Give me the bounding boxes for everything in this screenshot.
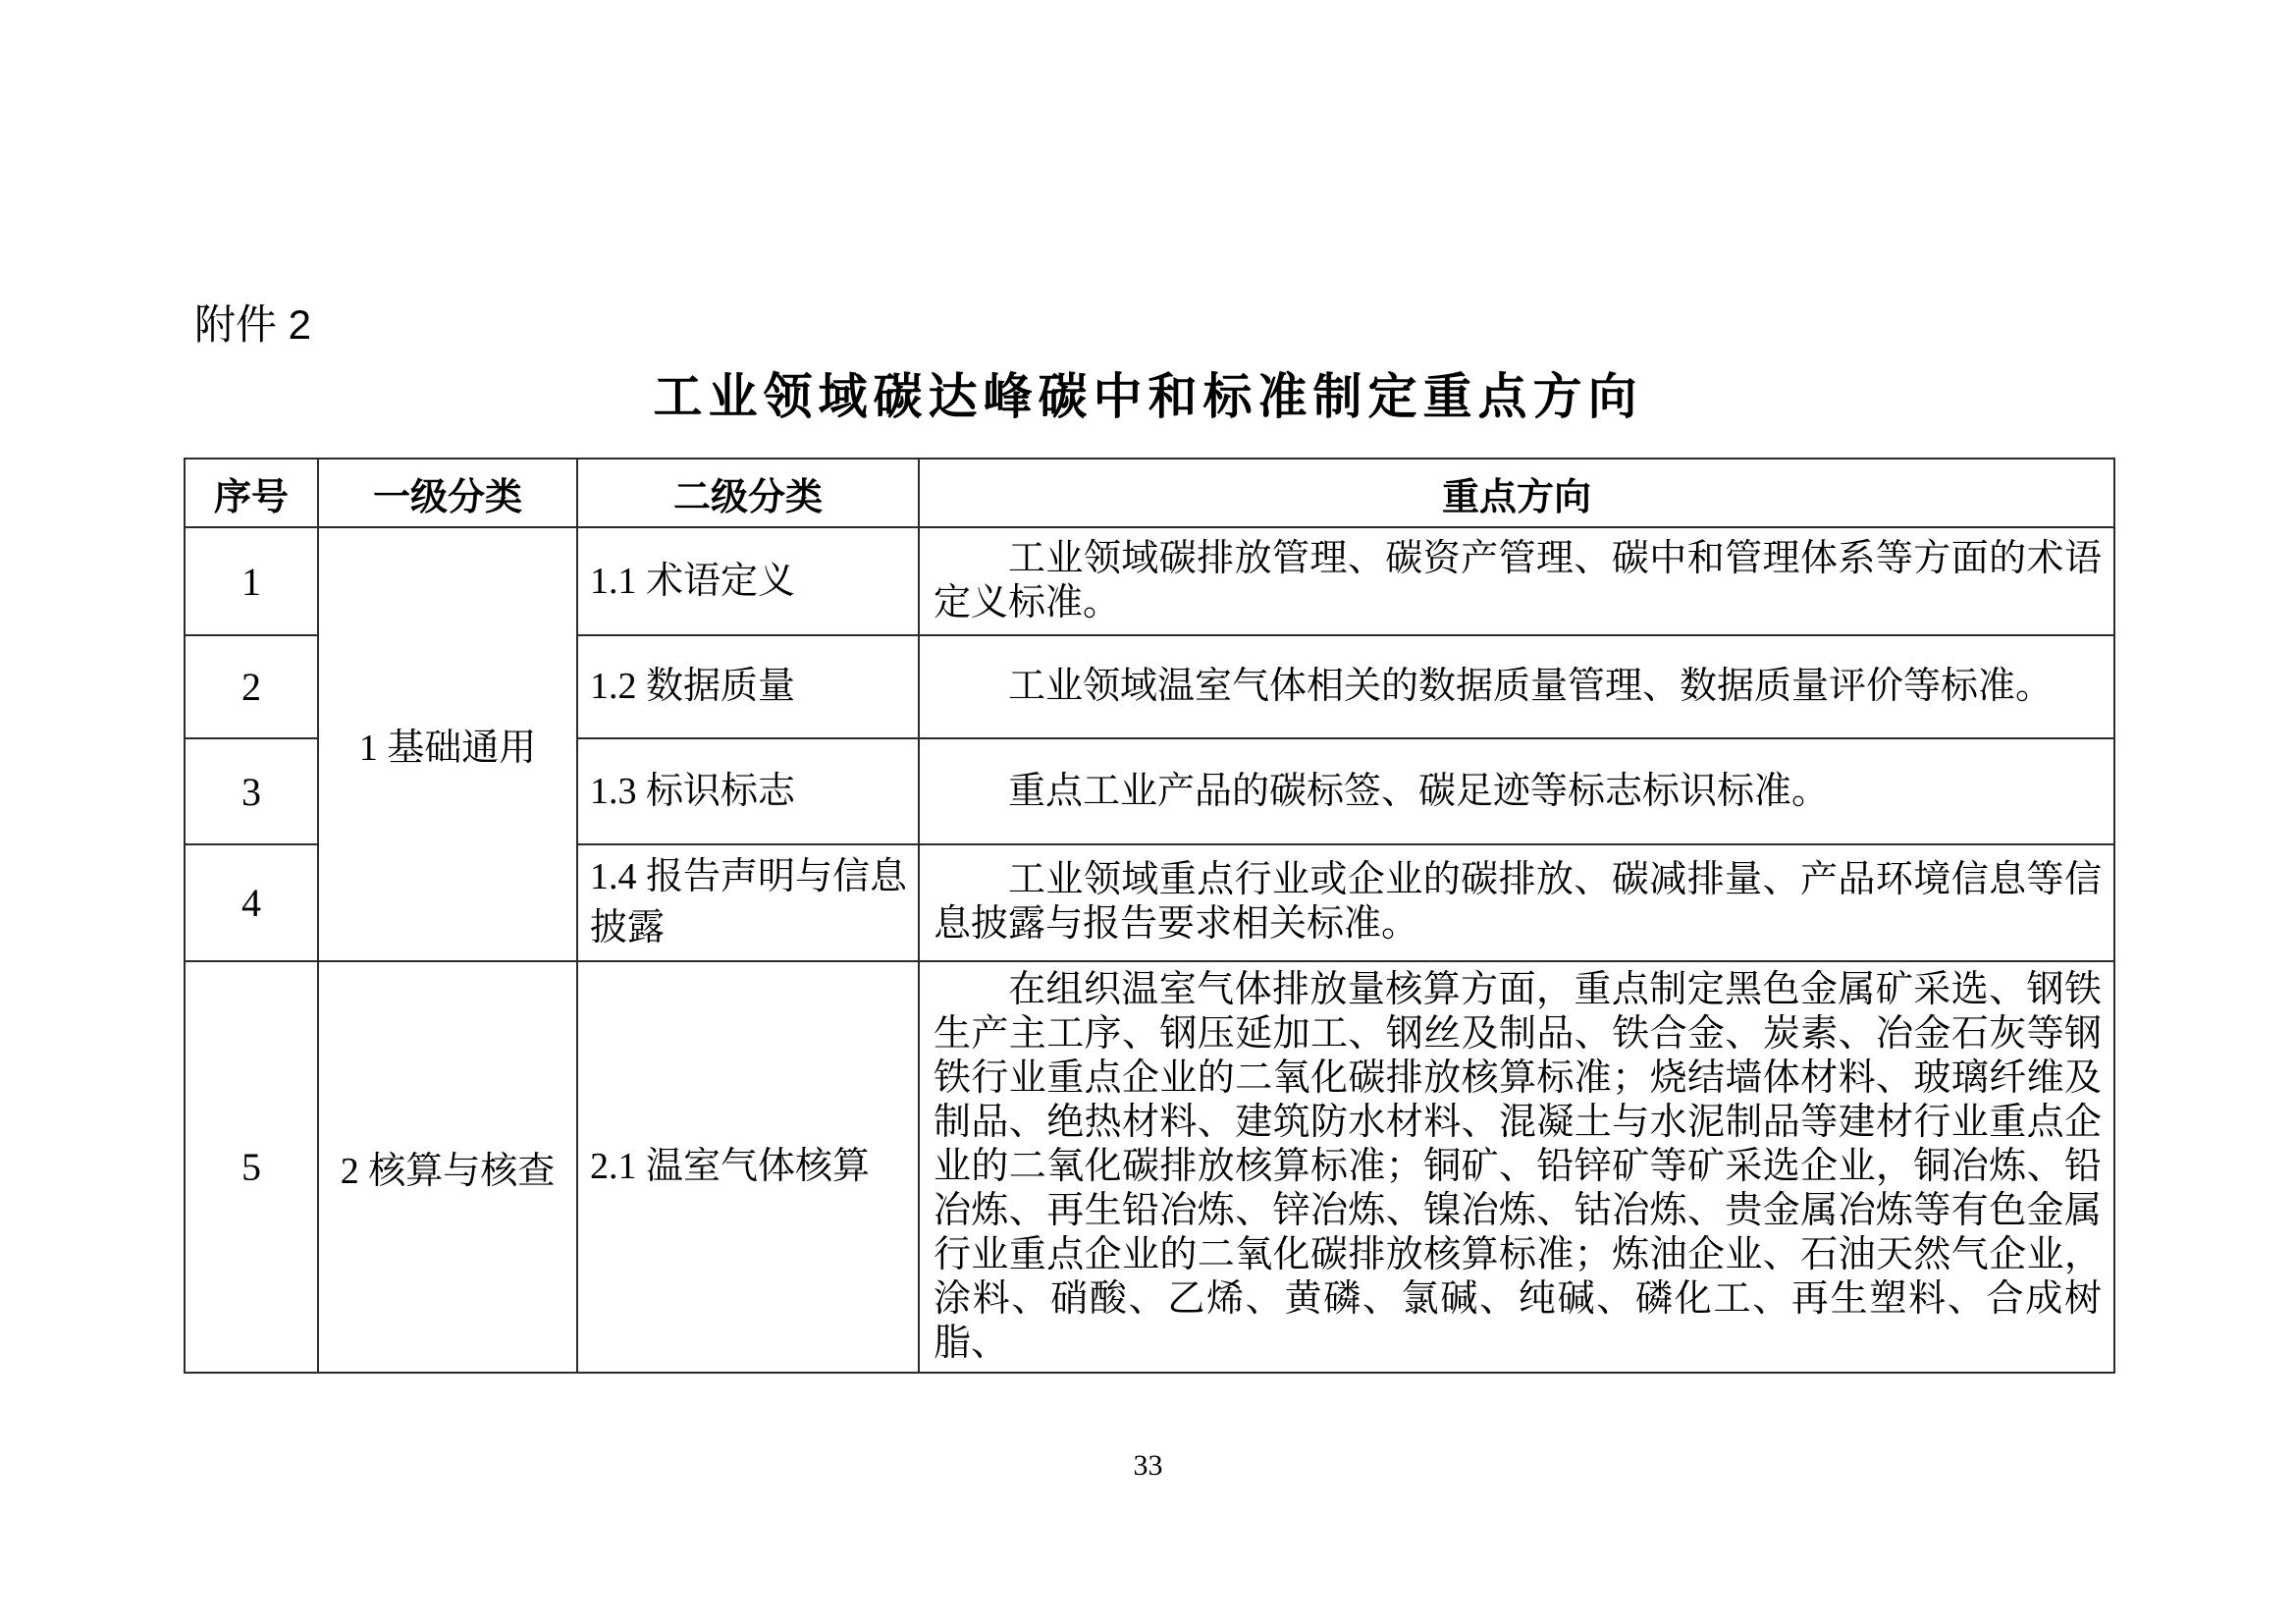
cell-level1-category: 2 核算与核查 — [318, 961, 577, 1373]
cell-key-direction — [919, 635, 2114, 738]
page-title: 工业领域碳达峰碳中和标准制定重点方向 — [653, 369, 1643, 424]
standards-table — [184, 458, 2115, 1374]
direction-paragraph: 重点工业产品的碳标签、碳足迹等标志标识标准。 — [1008, 770, 1830, 812]
direction-paragraph: 工业领域重点行业或企业的碳排放、碳减排量、产品环境信息等信息披露与报告要求相关标准。 — [934, 859, 2102, 946]
cell-serial-number: 4 — [185, 844, 318, 961]
header-level2-category: 二级分类 — [577, 459, 919, 527]
cell-key-direction — [919, 844, 2114, 961]
cell-level2-category: 1.3 标识标志 — [577, 738, 919, 844]
page-number: 33 — [1133, 1449, 1163, 1482]
cell-level2-category: 2.1 温室气体核算 — [577, 961, 919, 1373]
table-row — [185, 527, 2114, 635]
cell-level2-category: 1.4 报告声明与信息披露 — [577, 844, 919, 961]
cell-key-direction — [919, 961, 2114, 1373]
cell-key-direction — [919, 527, 2114, 635]
cell-level1-category: 1 基础通用 — [318, 527, 577, 961]
direction-paragraph: 在组织温室气体排放量核算方面，重点制定黑色金属矿采选、钢铁生产主工序、钢压延加工、钢丝及制品、铁合金、炭素、冶金石灰等钢铁行业重点企业的二氧化碳排放核算标准；烧结墙体材料、玻璃纤维及制品、绝热材料、建筑防水材料、混凝土与水泥制品等建材行业重点企业的二氧化碳排放核算标准；铜矿、铅锌矿等矿采选企业，铜冶炼、铅冶炼、再生铅冶炼、锌冶炼、镍冶炼、钴冶炼、贵金属冶炼等有色金属行业重点企业的二氧化碳排放核算标准；炼油企业、石油天然气企业，涂料、硝酸、乙烯、黄磷、氯碱、纯碱、磷化工、再生塑料、合成树脂、 — [934, 968, 2102, 1364]
direction-paragraph: 工业领域碳排放管理、碳资产管理、碳中和管理体系等方面的术语定义标准。 — [934, 538, 2102, 623]
header-level1-category: 一级分类 — [318, 459, 577, 527]
table-row — [185, 961, 2114, 1373]
cell-serial-number: 3 — [185, 738, 318, 844]
attachment-label: 附件 2 — [194, 301, 312, 348]
cell-level2-category: 1.1 术语定义 — [577, 527, 919, 635]
cell-serial-number: 1 — [185, 527, 318, 635]
cell-serial-number: 2 — [185, 635, 318, 738]
cell-serial-number: 5 — [185, 961, 318, 1373]
direction-paragraph: 工业领域温室气体相关的数据质量管理、数据质量评价等标准。 — [1008, 666, 2054, 707]
header-key-direction: 重点方向 — [919, 459, 2114, 527]
header-serial-number: 序号 — [185, 459, 318, 527]
cell-level2-category: 1.2 数据质量 — [577, 635, 919, 738]
table-header-row — [185, 459, 2114, 527]
cell-key-direction — [919, 738, 2114, 844]
